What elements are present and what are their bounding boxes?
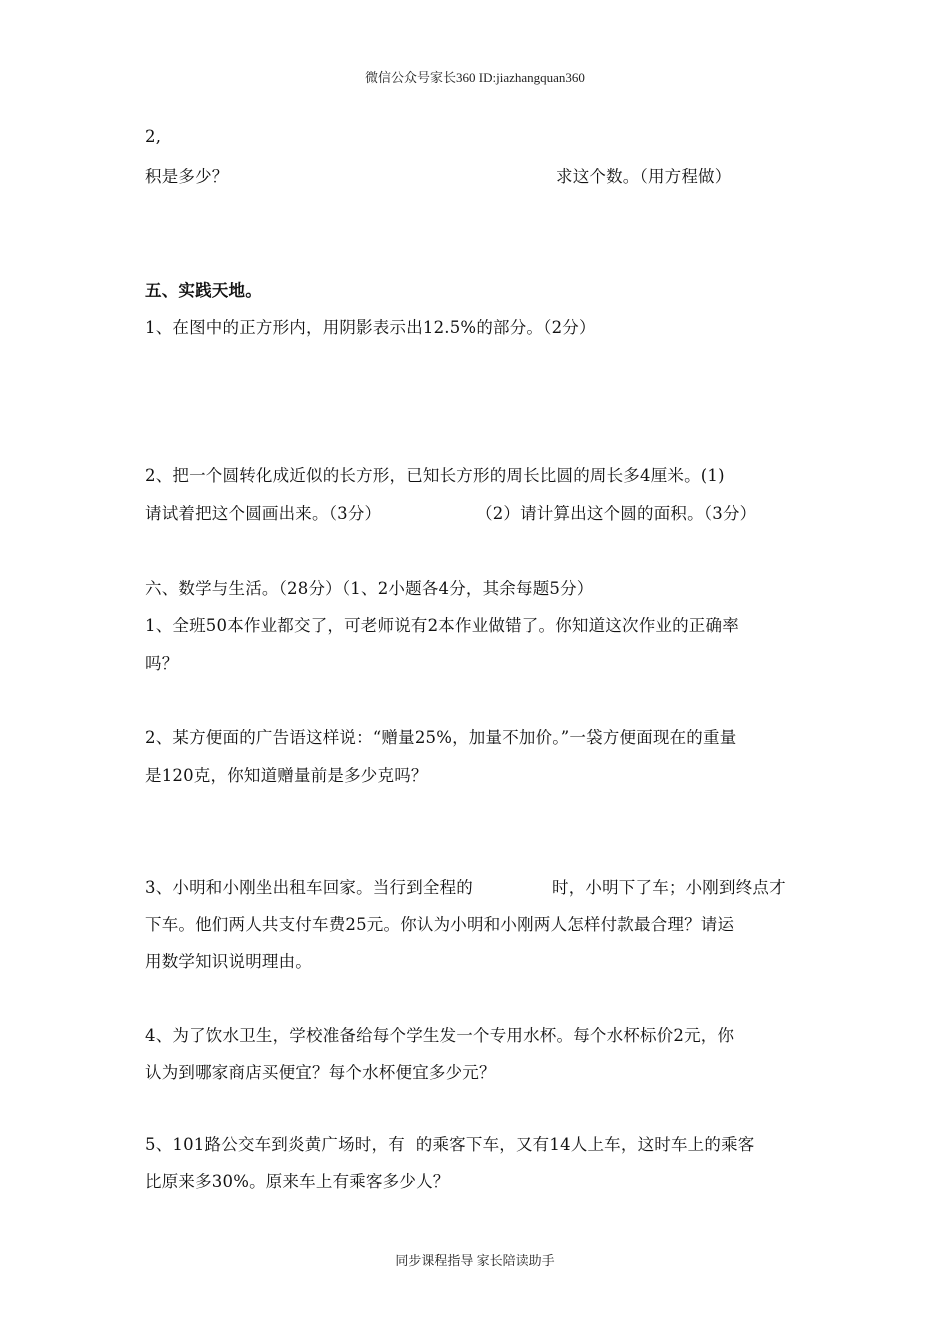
section6-question-2-line1: 2、某方便面的广告语这样说：“赠量25%，加量不加价。”一袋方便面现在的重量 bbox=[145, 728, 737, 747]
page-footer: 同步课程指导 家长陪读助手 bbox=[395, 1253, 555, 1268]
section5-question-1: 1、在图中的正方形内，用阴影表示出12.5%的部分。（2分） bbox=[145, 318, 596, 337]
section6-question-4-line1: 4、为了饮水卫生，学校准备给每个学生发一个专用水杯。每个水杯标价2元，你 bbox=[145, 1026, 735, 1045]
page-header: 微信公众号家长360 ID:jiazhangquan360 bbox=[365, 70, 585, 85]
section6-question-4-line2: 认为到哪家商店买便宜？每个水杯便宜多少元？ bbox=[145, 1063, 496, 1082]
section6-question-5-line1: 5、101路公交车到炎黄广场时，有 的乘客下车，又有14人上车，这时车上的乘客 bbox=[145, 1135, 755, 1154]
section6-question-5-line2: 比原来多30%。原来车上有乘客多少人？ bbox=[145, 1172, 450, 1191]
section6-question-3-line1a: 3、小明和小刚坐出租车回家。当行到全程的 bbox=[145, 878, 473, 897]
section6-question-1-line1: 1、全班50本作业都交了，可老师说有2本作业做错了。你知道这次作业的正确率 bbox=[145, 616, 739, 635]
section5-title: 五、实践天地。 bbox=[145, 281, 262, 300]
section6-question-1-line2: 吗？ bbox=[145, 654, 179, 673]
carryover-number: 2, bbox=[145, 127, 162, 146]
section6-question-3-line1b: 时，小明下了车；小刚到终点才 bbox=[552, 878, 786, 897]
section6-question-2-line2: 是120克，你知道赠量前是多少克吗？ bbox=[145, 766, 428, 785]
section6-question-3-line3: 用数学知识说明理由。 bbox=[145, 952, 312, 971]
section5-question-2-line2a: 请试着把这个圆画出来。（3分） bbox=[145, 504, 382, 523]
carryover-left-question: 积是多少？ bbox=[145, 167, 229, 186]
section5-question-2-line1: 2、把一个圆转化成近似的长方形，已知长方形的周长比圆的周长多4厘米。(1) bbox=[145, 466, 725, 485]
carryover-right-question: 求这个数。（用方程做） bbox=[556, 167, 732, 186]
section5-question-2-line2b: （2）请计算出这个圆的面积。（3分） bbox=[476, 504, 757, 523]
section6-title: 六、数学与生活。（28分）（1、2小题各4分，其余每题5分） bbox=[145, 579, 594, 598]
section6-question-3-line2: 下车。他们两人共支付车费25元。你认为小明和小刚两人怎样付款最合理？请运 bbox=[145, 915, 735, 934]
